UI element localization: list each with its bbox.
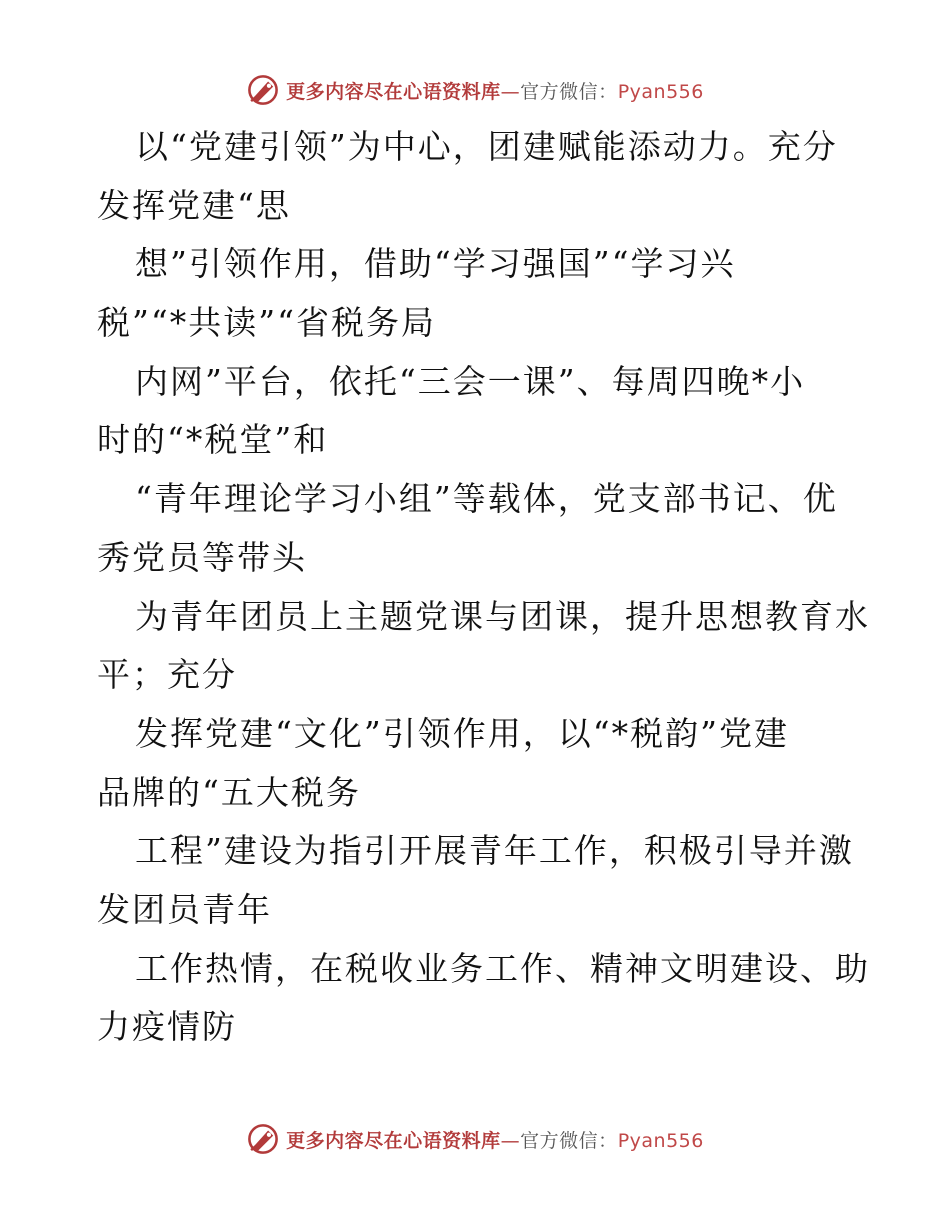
footer-watermark-inner (246, 1122, 704, 1156)
body-line: 以“党建引领”为中心，团建赋能添动力。充分 (135, 127, 838, 166)
header-watermark-banner (0, 70, 950, 110)
footer-watermark-text (286, 1126, 704, 1153)
body-line: 时的“*税堂”和 (97, 420, 329, 460)
body-line: 想”引领作用，借助“学习强国”“学习兴 (135, 244, 736, 284)
footer-watermark-dash: — (500, 1129, 521, 1152)
pen-nib-logo-icon (246, 73, 280, 107)
footer-watermark-label: 官方微信： (520, 1129, 618, 1152)
pen-nib-logo-icon (246, 1122, 280, 1156)
header-watermark-brand: 更多内容尽在心语资料库 (286, 80, 501, 103)
header-watermark-inner (246, 73, 704, 107)
header-watermark-label: 官方微信： (520, 80, 618, 103)
header-watermark-text (286, 77, 704, 104)
body-line: 力疫情防 (97, 1007, 237, 1047)
body-line: 秀党员等带头 (97, 537, 307, 577)
header-watermark-id: Pyan556 (617, 80, 704, 103)
body-line: 品牌的“五大税务 (97, 772, 361, 812)
body-line: 工程”建设为指引开展青年工作，积极引导并激 (135, 831, 854, 871)
footer-watermark-brand: 更多内容尽在心语资料库 (286, 1129, 501, 1152)
body-line: “青年理论学习小组”等载体，党支部书记、优 (135, 479, 838, 519)
body-line: 平；充分 (97, 655, 237, 695)
body-line: 税”“*共读”“省税务局 (97, 303, 436, 343)
footer-watermark-banner (0, 1119, 950, 1159)
footer-watermark-id: Pyan556 (617, 1129, 704, 1152)
body-line: 发挥党建“文化”引领作用，以“*税韵”党建 (135, 713, 789, 753)
body-line: 内网”平台，依托“三会一课”、每周四晚*小 (135, 361, 806, 401)
body-line: 为青年团员上主题党课与团课，提升思想教育水 (135, 596, 870, 636)
header-watermark-dash: — (500, 80, 521, 103)
body-line: 工作热情，在税收业务工作、精神文明建设、助 (135, 948, 870, 988)
body-line: 发挥党建“思 (97, 185, 291, 225)
document-body (97, 118, 870, 1057)
body-line: 发团员青年 (97, 889, 272, 929)
